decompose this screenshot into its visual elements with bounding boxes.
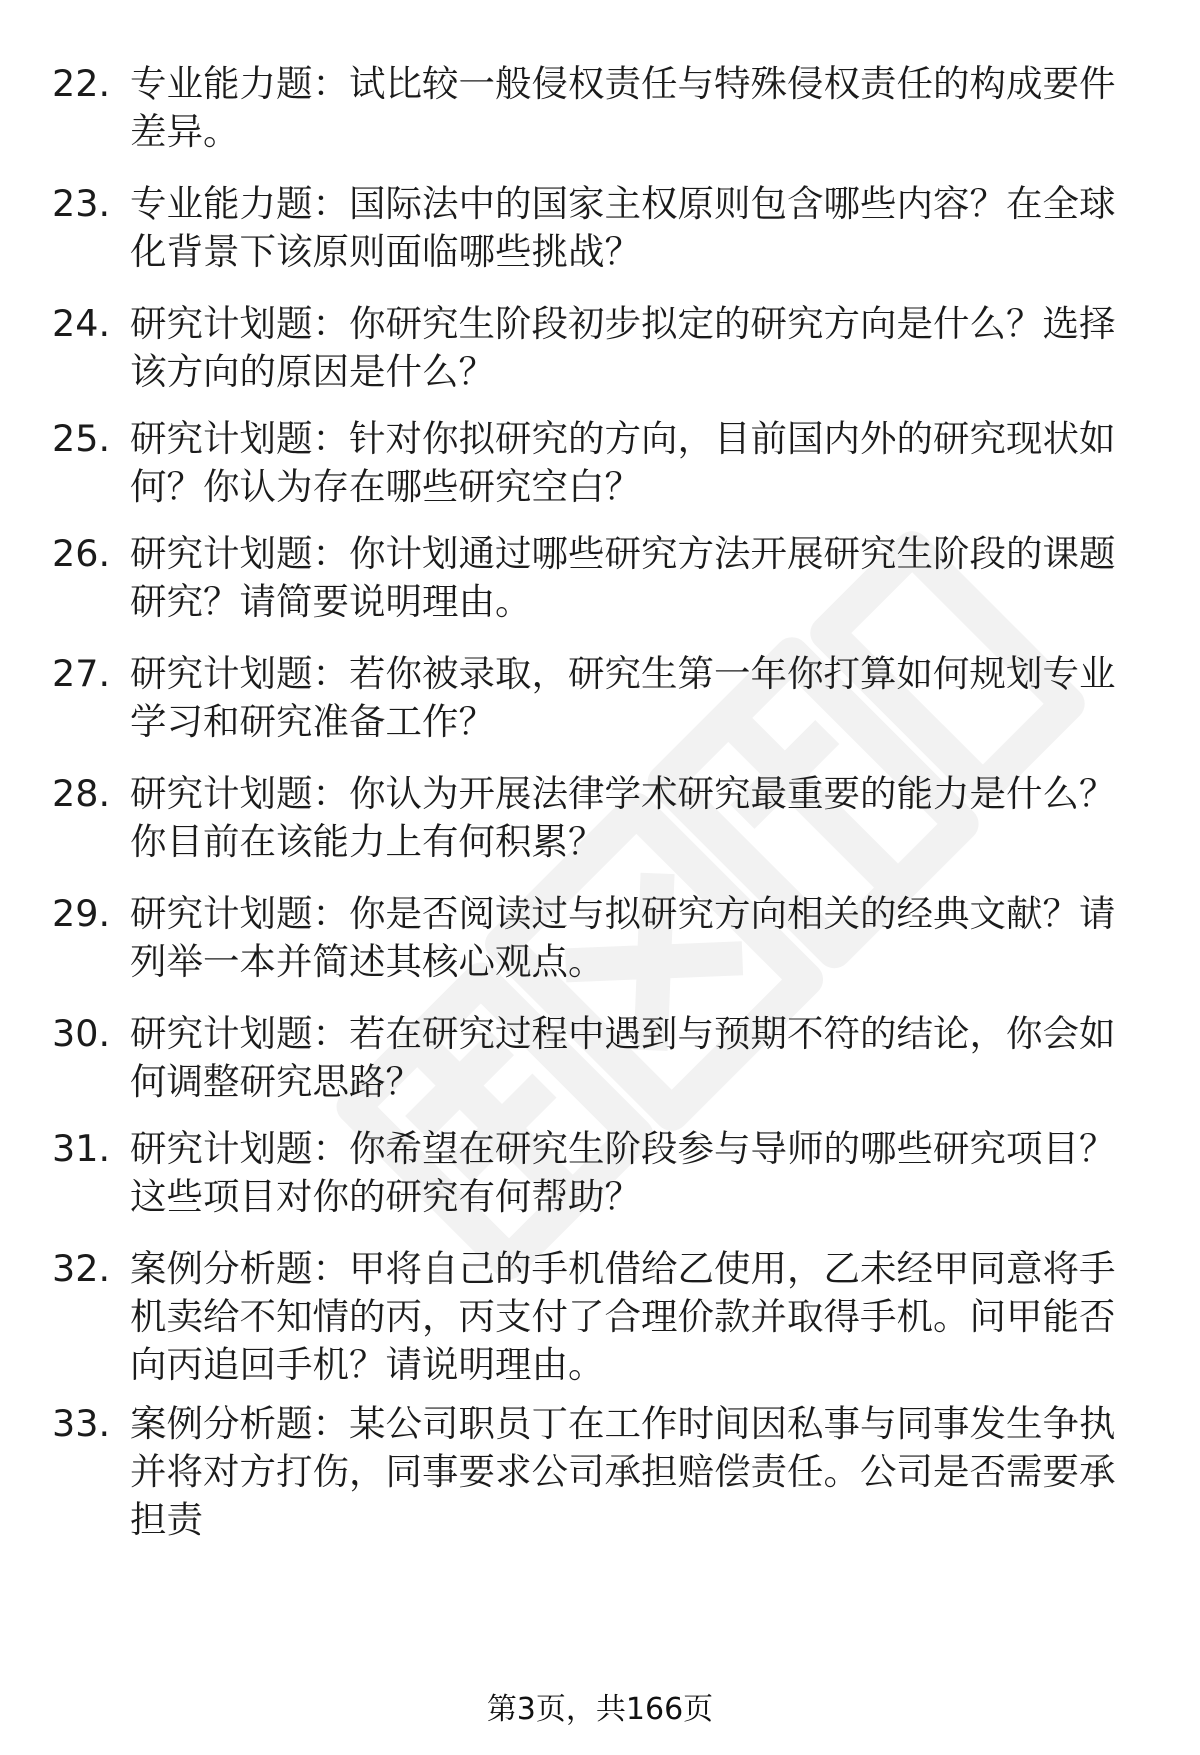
question-number: 27. [52, 652, 111, 695]
question-text: 案例分析题：甲将自己的手机借给乙使用，乙未经甲同意将手机卖给不知情的丙，丙支付了合理价款并取得手机。问甲能否向丙追回手机？请说明理由。 [130, 1247, 1116, 1386]
question-number: 22. [52, 62, 111, 105]
question-text: 专业能力题：试比较一般侵权责任与特殊侵权责任的构成要件差异。 [130, 62, 1116, 153]
question-number: 23. [52, 182, 111, 225]
question-number: 31. [52, 1127, 111, 1170]
question-text: 专业能力题：国际法中的国家主权原则包含哪些内容？在全球化背景下该原则面临哪些挑战？ [130, 182, 1116, 273]
question-number: 24. [52, 302, 111, 345]
page-footer: 第3页，共166页 [486, 1692, 714, 1727]
question-item [52, 1125, 1142, 1221]
question-text: 研究计划题：你认为开展法律学术研究最重要的能力是什么？你目前在该能力上有何积累？ [130, 772, 1116, 863]
question-item [52, 415, 1142, 511]
question-text: 案例分析题：某公司职员丁在工作时间因私事与同事发生争执并将对方打伤，同事要求公司承担赔偿责任。公司是否需要承担责 [130, 1402, 1116, 1541]
question-number: 25. [52, 417, 111, 460]
question-text: 研究计划题：针对你拟研究的方向，目前国内外的研究现状如何？你认为存在哪些研究空白？ [130, 417, 1116, 508]
question-item [52, 1010, 1142, 1106]
question-text: 研究计划题：你是否阅读过与拟研究方向相关的经典文献？请列举一本并简述其核心观点。 [130, 892, 1116, 983]
question-item [52, 60, 1142, 156]
question-item [52, 530, 1142, 626]
question-number: 28. [52, 772, 111, 815]
question-number: 32. [52, 1247, 111, 1290]
question-text: 研究计划题：你计划通过哪些研究方法开展研究生阶段的课题研究？请简要说明理由。 [130, 532, 1116, 623]
question-text: 研究计划题：你希望在研究生阶段参与导师的哪些研究项目？这些项目对你的研究有何帮助？ [130, 1127, 1116, 1218]
question-item [52, 1400, 1142, 1544]
question-number: 30. [52, 1012, 111, 1055]
question-item [52, 890, 1142, 986]
question-text: 研究计划题：若在研究过程中遇到与预期不符的结论，你会如何调整研究思路？ [130, 1012, 1116, 1103]
question-item [52, 770, 1142, 866]
question-number: 26. [52, 532, 111, 575]
question-number: 33. [52, 1402, 111, 1445]
question-item [52, 1245, 1142, 1389]
question-item [52, 180, 1142, 276]
question-number: 29. [52, 892, 111, 935]
question-item [52, 300, 1142, 396]
question-text: 研究计划题：你研究生阶段初步拟定的研究方向是什么？选择该方向的原因是什么？ [130, 302, 1116, 393]
question-item [52, 650, 1142, 746]
question-text: 研究计划题：若你被录取，研究生第一年你打算如何规划专业学习和研究准备工作？ [130, 652, 1116, 743]
